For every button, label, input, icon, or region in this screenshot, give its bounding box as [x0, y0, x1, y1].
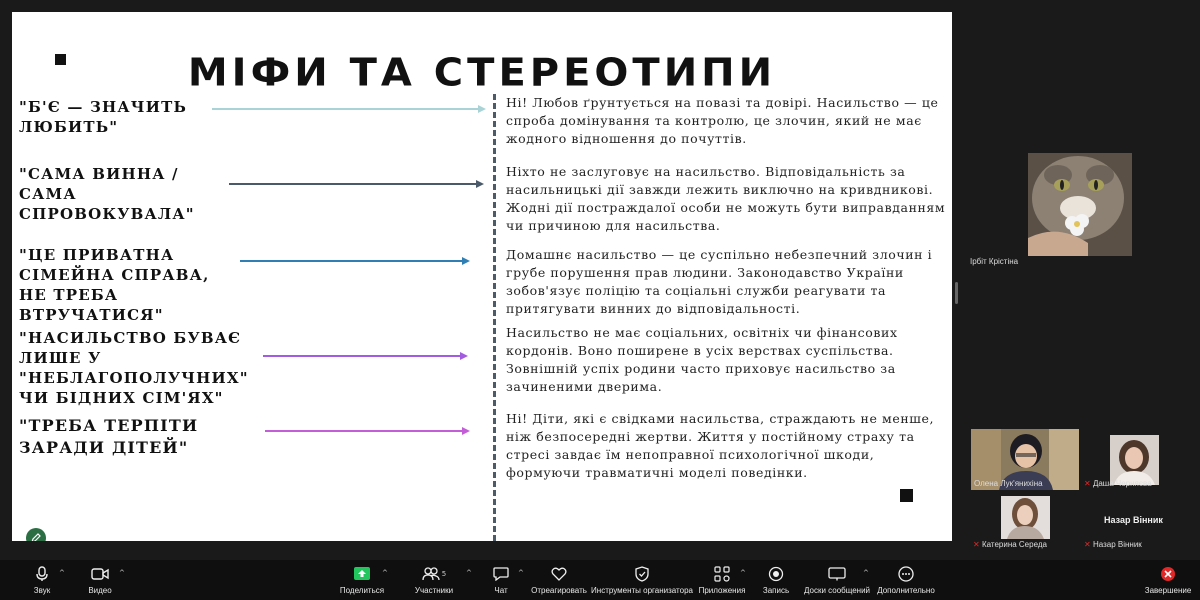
muted-mic-icon: ✕: [1084, 479, 1091, 488]
chat-button[interactable]: Чат: [490, 564, 512, 598]
apps-icon: [714, 564, 730, 584]
audio-button[interactable]: Звук: [27, 564, 57, 598]
arrow-3: [240, 255, 471, 267]
myth-5: "ТРЕБА ТЕРПІТИ ЗАРАДИ ДІТЕЙ": [19, 416, 199, 457]
participant-name-dasha: ✕ Даша Черняєва: [1084, 479, 1152, 488]
slide-title: МІФИ ТА СТЕРЕОТИПИ: [187, 51, 777, 95]
arrow-5: [265, 425, 471, 437]
record-icon: [768, 564, 784, 584]
arrow-2: [229, 178, 485, 190]
whiteboards-options-caret[interactable]: ^: [863, 569, 869, 577]
microphone-icon: [35, 564, 49, 584]
more-icon: [898, 564, 914, 584]
panel-resize-handle[interactable]: [955, 282, 958, 304]
participant-name-kristina: Ірбіт Крістіна: [970, 257, 1019, 266]
myth-4: "НАСИЛЬСТВО БУВАЄ ЛИШЕ У "НЕБЛАГОПОЛУЧНИХ" ЧИ БІДНИХ СІМ'ЯХ": [19, 329, 249, 407]
whiteboard-icon: [828, 564, 846, 584]
participant-video-kristina[interactable]: [1028, 153, 1132, 256]
muted-mic-icon: ✕: [1084, 540, 1091, 549]
participant-video-olena[interactable]: [971, 429, 1079, 490]
whiteboards-button[interactable]: Доски сообщений: [805, 564, 869, 598]
arrow-4: [263, 350, 469, 362]
apps-button[interactable]: Приложения: [700, 564, 744, 598]
participant-tile-nazar[interactable]: Назар Вінник: [1104, 515, 1163, 525]
participant-name-kateryna: ✕ Катерина Середа: [973, 540, 1047, 549]
camera-icon: [91, 564, 109, 584]
arrow-1: [212, 103, 487, 115]
fact-1: Ні! Любов ґрунтується на повазі та довірі. Насильство — це спроба домінування та контролю, це злочин, який не має жодного відношення до почуттів.: [506, 95, 939, 146]
participants-options-caret[interactable]: ^: [466, 569, 472, 577]
participant-name-olena: Олена Лук'янихіна: [974, 479, 1043, 488]
dashed-divider: [493, 94, 496, 541]
share-options-caret[interactable]: ^: [382, 569, 388, 577]
audio-options-caret[interactable]: ^: [59, 569, 65, 577]
participants-count: 5: [441, 570, 447, 578]
end-meeting-button[interactable]: Завершение: [1145, 564, 1191, 598]
participant-video-kateryna[interactable]: [1001, 496, 1050, 539]
fact-2: Ніхто не заслуговує на насильство. Відповідальність за насильницькі дії завжди лежить виключно на кривдникові. Жодні дії постраждалої особи не можуть бути виправданням чи причиною для насильства.: [506, 164, 946, 233]
myth-1: "Б'Є — ЗНАЧИТЬ ЛЮБИТЬ": [19, 98, 188, 136]
chat-options-caret[interactable]: ^: [518, 569, 524, 577]
myth-3: "ЦЕ ПРИВАТНА СІМЕЙНА СПРАВА, НЕ ТРЕБА ВТРУЧАТИСЯ": [19, 246, 210, 324]
shield-icon: [635, 564, 649, 584]
participants-button[interactable]: 5 Участники: [413, 564, 455, 598]
react-button[interactable]: Отреагировать: [533, 564, 585, 598]
myth-2: "САМА ВИННА / САМА СПРОВОКУВАЛА": [19, 165, 195, 223]
video-options-caret[interactable]: ^: [119, 569, 125, 577]
share-screen-button[interactable]: Поделиться: [338, 564, 386, 598]
apps-options-caret[interactable]: ^: [740, 569, 746, 577]
annotate-pen-icon[interactable]: [26, 528, 46, 541]
participant-video-dasha[interactable]: [1110, 435, 1159, 485]
fact-4: Насильство не має соціальних, освітніх чи фінансових кордонів. Воно поширене в усіх верствах суспільства. Зовнішній успіх родини часто приховує насильство за зачиненими дверима.: [506, 325, 898, 394]
shared-slide: [12, 12, 952, 541]
record-button[interactable]: Запись: [762, 564, 790, 598]
share-screen-icon: [354, 564, 370, 584]
host-tools-button[interactable]: Инструменты организатора: [593, 564, 691, 598]
muted-mic-icon: ✕: [973, 540, 980, 549]
more-button[interactable]: Дополнительно: [878, 564, 934, 598]
participants-icon: [422, 564, 446, 584]
fact-5: Ні! Діти, які є свідками насильства, страждають не менше, ніж безпосередні жертви. Життя у постійному страху та стресі завдає їм непоправної психологічної шкоди, формуючи травматичні моделі поведінки.: [506, 411, 935, 480]
chat-icon: [493, 564, 509, 584]
meeting-toolbar: [0, 560, 1200, 600]
close-icon: [1160, 564, 1176, 584]
participant-name-nazar: ✕ Назар Вінник: [1084, 540, 1142, 549]
corner-square: [900, 489, 913, 502]
heart-icon: [551, 564, 567, 584]
fact-3: Домашнє насильство — це суспільно небезпечний злочин і грубе порушення прав людини. Законодавство України зобов'язує поліцію та соціальні служби реагувати та притягувати винних до відповідальності.: [506, 247, 933, 316]
video-button[interactable]: Видео: [85, 564, 115, 598]
